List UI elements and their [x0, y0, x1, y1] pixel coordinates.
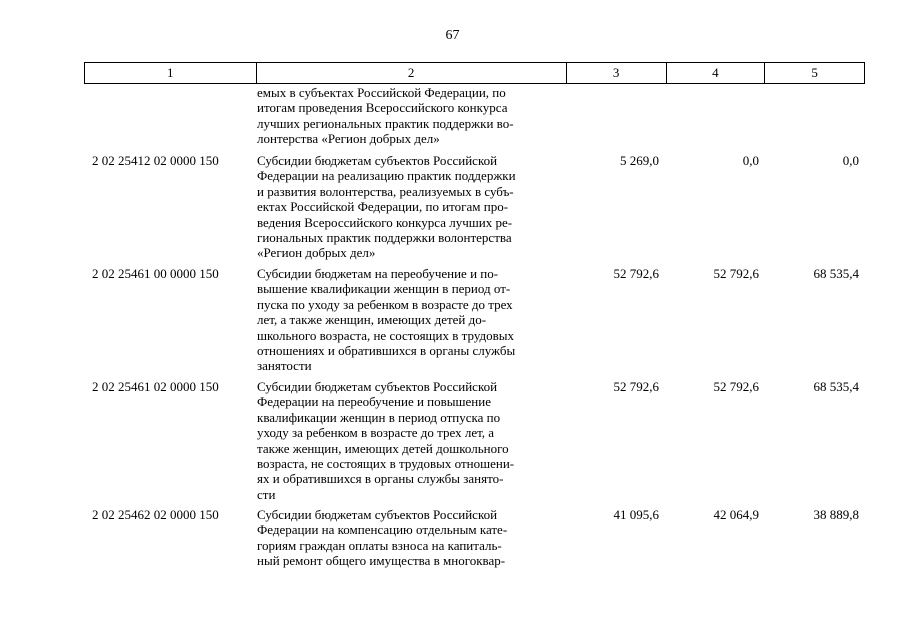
- row-description: [257, 507, 559, 569]
- continued-description: [257, 85, 559, 147]
- description-line: Субсидии бюджетам на переобучение и по-: [257, 266, 499, 281]
- value-col-4: 42 064,9: [713, 507, 759, 522]
- row-description: [257, 153, 559, 261]
- description-line: также женщин, имеющих детей дошкольного: [257, 440, 509, 456]
- description-line: ектах Российской Федерации, по итогам про-: [257, 199, 509, 215]
- continued-line: итогам проведения Всероссийского конкурса: [257, 100, 508, 116]
- continued-line: лонтерства «Регион добрых дел»: [257, 131, 440, 147]
- description-line: Субсидии бюджетам субъектов Российской: [257, 507, 498, 522]
- description-line: пуска по уходу за ребенком в возрасте до трех: [257, 296, 513, 312]
- description-line: квалификации женщин в период отпуска по: [257, 409, 501, 425]
- page-number: 67: [445, 28, 460, 43]
- table-header: [84, 62, 865, 84]
- description-line: ях и обратившихся в органы службы занято-: [257, 471, 504, 487]
- continued-line: емых в субъектах Российской Федерации, по: [257, 85, 506, 100]
- column-header-1: 1: [85, 63, 257, 83]
- value-col-3: 52 792,6: [613, 379, 659, 394]
- description-line: уходу за ребенком в возрасте до трех лет, а: [257, 425, 495, 441]
- description-line: Субсидии бюджетам субъектов Российской: [257, 153, 498, 168]
- description-line: Субсидии бюджетам субъектов Российской: [257, 379, 498, 394]
- value-col-5: 0,0: [842, 153, 859, 168]
- description-line: и развития волонтерства, реализуемых в субъ-: [257, 183, 514, 199]
- description-line: ведения Всероссийского конкурса лучших ре-: [257, 214, 513, 230]
- description-line: возраста, не состоящих в трудовых отношени-: [257, 456, 515, 472]
- value-col-3: 52 792,6: [613, 266, 659, 281]
- column-header-4: 4: [667, 63, 766, 83]
- description-line: ный ремонт общего имущества в многоквар-: [257, 553, 506, 569]
- description-line: «Регион добрых дел»: [257, 245, 376, 261]
- description-line: Федерации на реализацию практик поддержки: [257, 168, 516, 184]
- budget-code: 2 02 25461 02 0000 150: [92, 379, 219, 394]
- budget-code: 2 02 25461 00 0000 150: [92, 266, 219, 281]
- value-col-5: 68 535,4: [813, 379, 859, 394]
- column-header-2: 2: [257, 63, 567, 83]
- value-col-4: 52 792,6: [713, 379, 759, 394]
- description-line: школьного возраста, не состоящих в трудовых: [257, 327, 514, 343]
- description-line: гориям граждан оплаты взноса на капиталь-: [257, 537, 502, 553]
- description-line: вышение квалификации женщин в период от-: [257, 281, 511, 297]
- value-col-3: 5 269,0: [620, 153, 659, 168]
- description-line: занятости: [257, 358, 312, 374]
- value-col-5: 68 535,4: [813, 266, 859, 281]
- description-line: гиональных практик поддержки волонтерства: [257, 230, 512, 246]
- description-line: сти: [257, 486, 276, 502]
- row-description: [257, 379, 559, 502]
- row-description: [257, 266, 559, 374]
- value-col-4: 52 792,6: [713, 266, 759, 281]
- value-col-3: 41 095,6: [613, 507, 659, 522]
- description-line: лет, а также женщин, имеющих детей до-: [257, 312, 487, 328]
- column-header-3: 3: [567, 63, 667, 83]
- budget-code: 2 02 25462 02 0000 150: [92, 507, 219, 522]
- continued-line: лучших региональных практик поддержки во-: [257, 115, 514, 131]
- column-header-5: 5: [811, 65, 818, 80]
- value-col-5: 38 889,8: [813, 507, 859, 522]
- description-line: отношениях и обратившихся в органы службы: [257, 343, 516, 359]
- description-line: Федерации на компенсацию отдельным кате-: [257, 522, 508, 538]
- value-col-4: 0,0: [742, 153, 759, 168]
- budget-code: 2 02 25412 02 0000 150: [92, 153, 219, 168]
- description-line: Федерации на переобучение и повышение: [257, 394, 491, 410]
